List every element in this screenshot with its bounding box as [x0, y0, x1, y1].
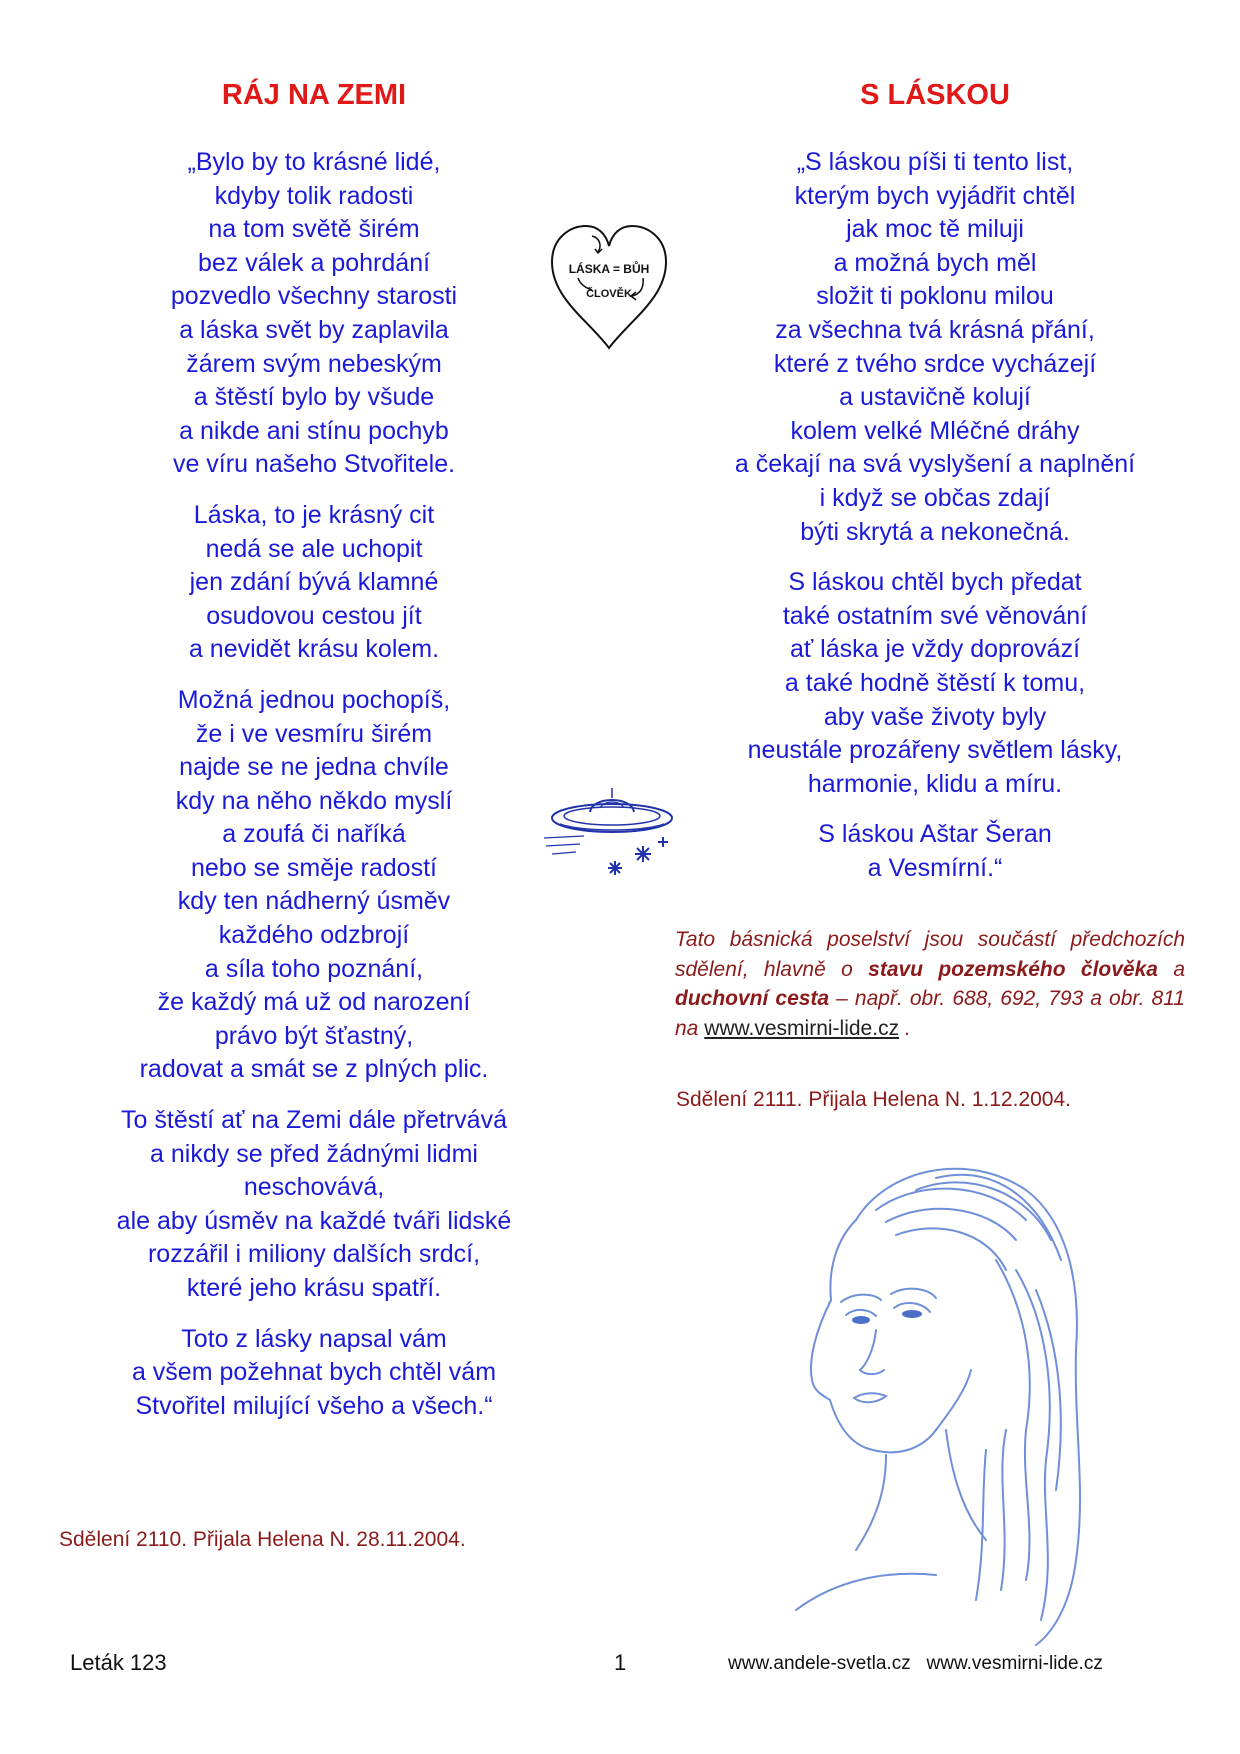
- poem-line: právo být šťastný,: [214, 1021, 414, 1050]
- poem-line: „Bylo by to krásné lidé,: [187, 148, 441, 176]
- poem-line: a zoufá či naříká: [222, 820, 406, 849]
- stanza: [70, 146, 558, 482]
- poem-line: Stvořitel milující všeho a všech.“: [135, 1391, 493, 1420]
- poem-line: složit ti poklonu milou: [816, 282, 1054, 311]
- poem-line: a také hodně štěstí k tomu,: [784, 668, 1086, 697]
- poem-line: a síla toho poznání,: [204, 954, 424, 983]
- portrait-sketch: [736, 1130, 1100, 1650]
- poem-line: i když se občas zdají: [819, 483, 1051, 512]
- poem-line: býti skrytá a nekonečná.: [800, 517, 1070, 546]
- right-poem-stanzas: [680, 146, 1190, 885]
- poem-line: „S láskou píši ti tento list,: [796, 148, 1074, 176]
- poem-line: harmonie, klidu a míru.: [807, 769, 1063, 798]
- poem-line: a láska svět by zaplavila: [179, 315, 449, 344]
- poem-line: které z tvého srdce vycházejí: [773, 349, 1097, 378]
- poem-line: radovat a smát se z plných plic.: [139, 1055, 489, 1084]
- stanza: [70, 684, 558, 1087]
- poem-line: a Vesmírní.“: [867, 853, 1003, 882]
- poem-line: To štěstí ať na Zemi dále přetrvává: [121, 1106, 507, 1135]
- heart-icon: [548, 220, 670, 355]
- page-number: 1: [614, 1650, 627, 1675]
- poem-line: ale aby úsměv na každé tváři lidské: [116, 1206, 512, 1235]
- poem-line: rozzářil i miliony dalších srdcí,: [147, 1240, 481, 1269]
- poem-line: nedá se ale uchopit: [205, 534, 423, 563]
- poem-line: ať láska je vždy doprovází: [789, 635, 1081, 664]
- right-poem-credit: Sdělení 2111. Přijala Helena N. 1.12.2004.: [676, 1088, 1071, 1111]
- leaflet-number: Leták 123: [70, 1650, 167, 1675]
- stanza: [70, 1104, 558, 1306]
- stanza: [70, 499, 558, 667]
- footer-websites[interactable]: www.andele-svetla.cz www.vesmirni-lide.cz: [728, 1653, 1103, 1674]
- note-text-3: – např. obr. 688, 692, 793 a obr. 811 na: [675, 987, 1185, 1040]
- poem-line: také ostatním své věnování: [782, 601, 1088, 630]
- poem-line: aby vaše životy byly: [823, 702, 1047, 731]
- poem-line: Toto z lásky napsal vám: [181, 1324, 447, 1353]
- poem-line: žárem svým nebeským: [186, 349, 442, 378]
- poem-line: a všem požehnat bych chtěl vám: [131, 1358, 497, 1387]
- poem-line: pozvedlo všechny starosti: [170, 282, 458, 311]
- poem-line: neustále prozářeny světlem lásky,: [747, 736, 1123, 765]
- poem-line: každého odzbrojí: [218, 921, 410, 950]
- poem-line: na tom světě širém: [208, 215, 420, 244]
- poem-line: nebo se směje radostí: [191, 853, 437, 882]
- poem-line: kterým bych vyjádřit chtěl: [794, 181, 1076, 210]
- left-poem: [70, 78, 558, 1440]
- poem-line: neschovává,: [243, 1173, 385, 1202]
- note-text-2: a: [1157, 957, 1185, 981]
- poem-line: Láska, to je krásný cit: [193, 500, 435, 529]
- poem-line: S láskou Aštar Šeran: [818, 820, 1052, 849]
- note-text-4: .: [899, 1016, 911, 1040]
- right-poem-title: S LÁSKOU: [860, 79, 1010, 111]
- poem-line: které jeho krásu spatří.: [186, 1274, 442, 1302]
- poem-line: najde se ne jedna chvíle: [179, 753, 449, 782]
- stanza: [70, 1323, 558, 1424]
- source-note: [675, 925, 1185, 1043]
- poem-line: a možná bych měl: [833, 248, 1037, 277]
- note-link[interactable]: www.vesmirni-lide.cz: [704, 1016, 900, 1040]
- poem-line: Možná jednou pochopíš,: [177, 685, 451, 714]
- poem-line: že každý má už od narození: [157, 988, 471, 1017]
- poem-line: jen zdání bývá klamné: [189, 568, 439, 597]
- stanza: [680, 146, 1190, 549]
- note-bold-2: duchovní cesta: [675, 987, 830, 1010]
- stanza: [680, 818, 1190, 885]
- left-poem-stanzas: [70, 146, 558, 1423]
- poem-line: že i ve vesmíru širém: [195, 719, 433, 748]
- poem-line: a nikde ani stínu pochyb: [179, 416, 449, 445]
- ufo-icon: [540, 780, 690, 890]
- poem-line: bez válek a pohrdání: [197, 248, 431, 277]
- poem-line: a ustavičně kolují: [839, 383, 1031, 412]
- heart-text-2: ČLOVĚK: [586, 288, 632, 300]
- left-poem-credit: Sdělení 2110. Přijala Helena N. 28.11.2004.: [59, 1528, 466, 1551]
- note-bold-1: stavu pozemského člověka: [868, 957, 1158, 981]
- poem-line: kolem velké Mléčné dráhy: [790, 416, 1080, 445]
- poem-line: a čekají na svá vyslyšení a naplnění: [734, 450, 1136, 479]
- poem-line: S láskou chtěl bych předat: [788, 568, 1082, 597]
- poem-line: a nevidět krásu kolem.: [188, 635, 440, 664]
- poem-line: kdy ten nádherný úsměv: [177, 887, 451, 916]
- poem-line: ve víru našeho Stvořitele.: [172, 450, 456, 479]
- note-text-1: Tato básnická poselství jsou součástí předchozích sdělení, hlavně o: [675, 928, 1185, 981]
- left-poem-title: RÁJ NA ZEMI: [221, 79, 407, 111]
- poem-line: jak moc tě miluji: [846, 215, 1024, 244]
- poem-line: osudovou cestou jít: [206, 601, 422, 630]
- poem-line: kdy na něho někdo myslí: [175, 786, 453, 815]
- stanza: [680, 566, 1190, 801]
- poem-line: za všechna tvá krásná přání,: [775, 315, 1095, 344]
- heart-text-1: LÁSKA = BŮH: [568, 262, 650, 276]
- poem-line: a nikdy se před žádnými lidmi: [150, 1139, 478, 1168]
- poem-line: kdyby tolik radosti: [214, 181, 414, 210]
- right-poem: [680, 78, 1190, 902]
- poem-line: a štěstí bylo by všude: [193, 383, 435, 412]
